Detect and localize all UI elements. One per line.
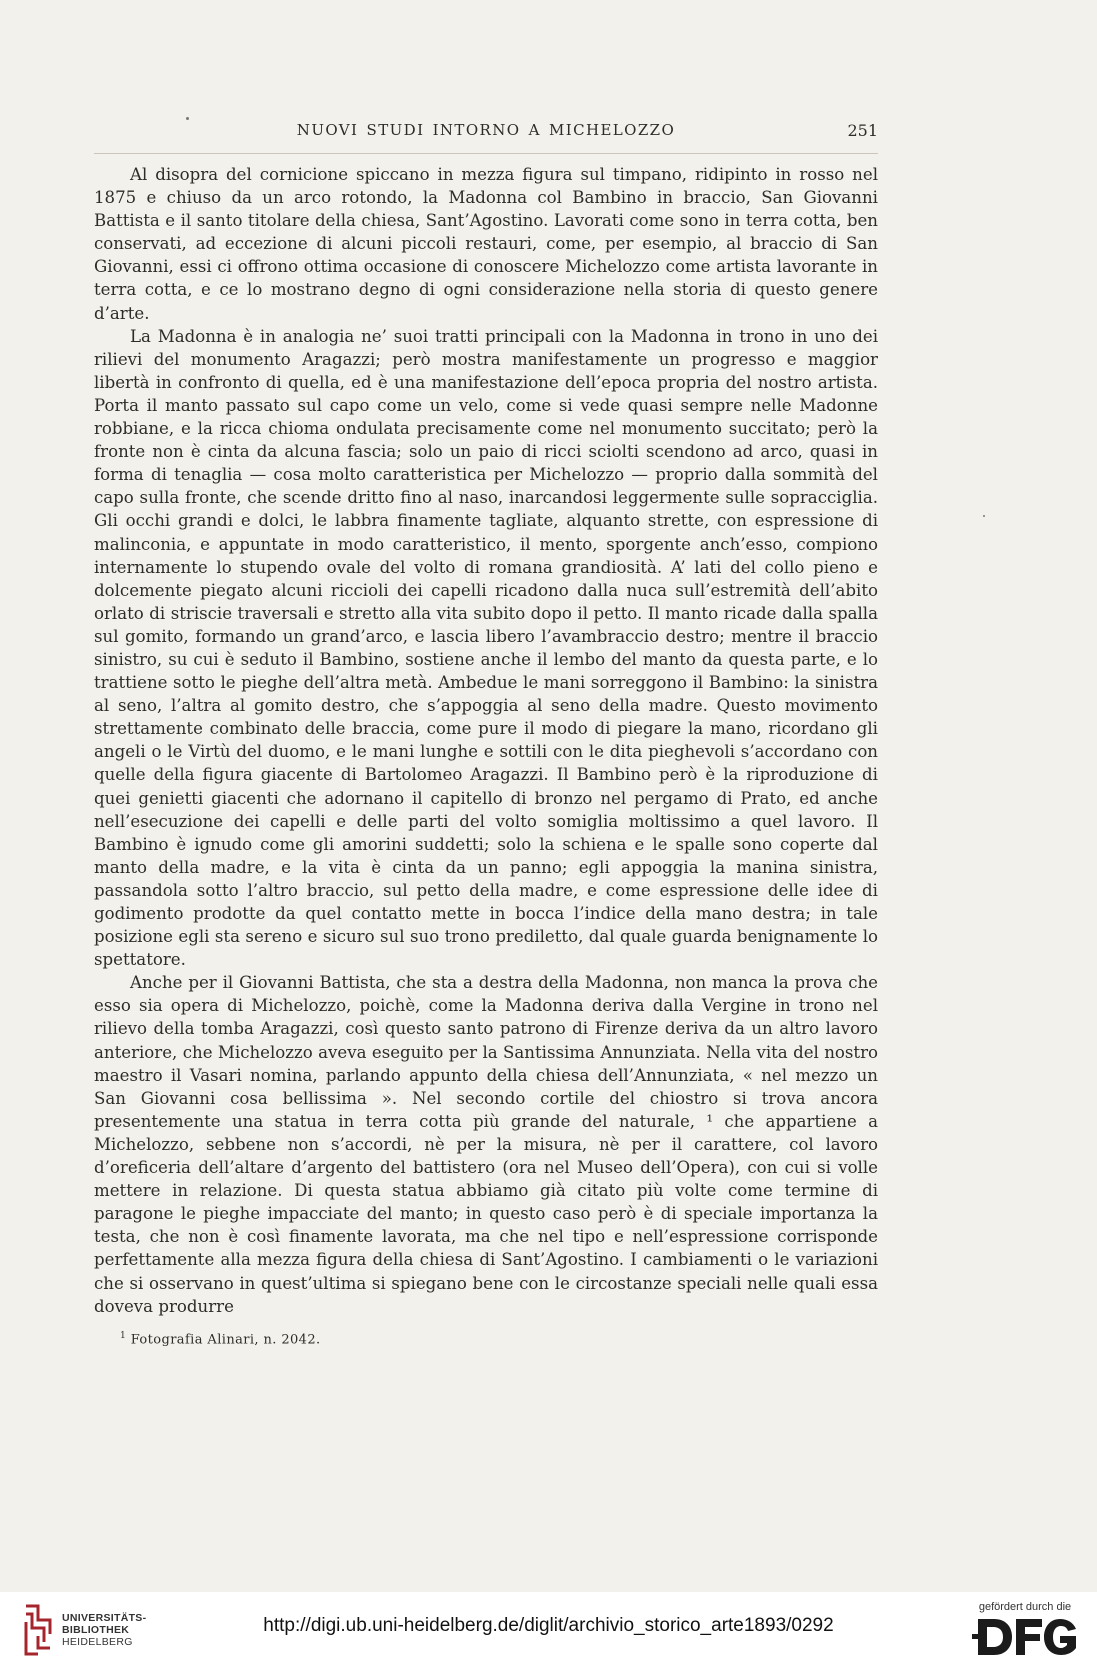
header-rule [94, 153, 878, 154]
paragraph: Al disopra del cornicione spiccano in mezza figura sul timpano, ridipinto in rosso nel 1875 e chiuso da un arco rotondo, la Madonna col Bambino in braccio, San Giovanni Battista e il santo titolare della chiesa, Sant’Agostino. Lavorati come sono in terra cotta, ben conservati, ad eccezione di alcuni piccoli restauri, come, per esempio, al braccio di San Giovanni, essi ci offrono ottima occasione di conoscere Michelozzo come artista lavorante in terra cotta, e ce lo mostrano degno di ogni considerazione nella storia di questo genere d’arte. [94, 165, 878, 323]
footnote-marker: 1 [120, 1331, 127, 1341]
library-name-line: HEIDELBERG [62, 1636, 133, 1648]
running-head [94, 121, 878, 143]
body-text [94, 163, 878, 1318]
library-name-line: BIBLIOTHEK [62, 1624, 130, 1636]
paragraph: Anche per il Giovanni Battista, che sta a destra della Madonna, non manca la prova che esso sia opera di Michelozzo, poichè, come la Madonna deriva dalla Vergine in trono nel rilievo della tomba Aragazzi, così questo santo patrono di Firenze deriva da un altro lavoro anteriore, che Michelozzo aveva eseguito per la Santissima Annunziata. Nella vita del nostro maestro il Vasari nomina, parlando appunto della chiesa dell’Annunziata, « nel mezzo un San Giovanni cosa bellissima ». Nel secondo cortile del chiostro si trova ancora presentemente una statua in terra cotta più grande del naturale, ¹ che appartiene a Michelozzo, sebbene non s’accordi, nè per la misura, nè per il carattere, col lavoro d’oreficeria dell’altare d’argento del battistero (ora nel Museo dell’Opera), con cui si volle mettere in relazione. Di questa statua abbiamo già citato più volte come termine di paragone le pieghe impacciate del manto; in questo caso però è di speciale importanza la testa, che non è così finamente lavorata, ma che nel tipo e nell’espressione corrisponde perfettamente alla mezza figura della chiesa di Sant’Agostino. I cambiamenti o le variazioni che si osservano in quest’ultima si spiegano bene con le circostanze speciali nelle quali essa doveva produrre [94, 973, 878, 1316]
footnote [120, 1331, 321, 1347]
scan-speck [186, 117, 189, 120]
dfg-logo-icon [972, 1617, 1078, 1657]
running-head-title: NUOVI STUDI INTORNO A MICHELOZZO [296, 121, 676, 139]
funder-caption: gefördert durch die [978, 1601, 1072, 1613]
page-number: 251 [847, 121, 878, 140]
scan-speck [983, 515, 985, 517]
funder [967, 1601, 1083, 1662]
footer-banner [0, 1592, 1097, 1670]
paragraph: La Madonna è in analogia ne’ suoi tratti principali con la Madonna in trono in uno dei rilievi del monumento Aragazzi; però mostra manifestamente un progresso e maggior libertà in confronto di quella, ed è una manifestazione dell’epoca propria del nostro artista. Porta il manto passato sul capo come un velo, come si vede quasi sempre nelle Madonne robbiane, e la ricca chioma ondulata precisamente come nel monumento succitato; però la fronte non è cinta da alcuna fascia; solo un paio di ricci sciolti scendono ad arco, quasi in forma di tenaglia — cosa molto caratteristica per Michelozzo — proprio dalla sommità del capo sulla fronte, che scende dritto fino al naso, inarcandosi leggermente sulle sopracciglia. Gli occhi grandi e dolci, le labbra finamente tagliate, alquanto strette, con espressione di malinconia, e appuntate in modo caratteristico, il mento, sporgente anch’esso, compiono internamente lo stupendo ovale del volto di romana grandiosità. A’ lati del collo pieno e dolcemente piegato alcuni riccioli dei capelli ricadono dalla nuca sull’estremità dell’abito orlato di striscie traversali e stretto alla vita subito dopo il petto. Il manto ricade dalla spalla sul gomito, formando un grand’arco, e lascia libero l’avambraccio destro; mentre il braccio sinistro, su cui è seduto il Bambino, sostiene anche il lembo del manto da questa parte, e lo trattiene sotto le pieghe dell’altra metà. Ambedue le mani sorreggono il Bambino: la sinistra al seno, l’altra al gomito destro, che s’appoggia al seno della madre. Questo movimento strettamente combinato delle braccia, come pure il modo di piegare la mano, ricordano gli angeli o le Virtù del duomo, e le mani lunghe e sottili con le dita pieghevoli s’accordano con quelle della figura giacente di Bartolomeo Aragazzi. Il Bambino però è la riproduzione di quei genietti giacenti che adornano il capitello di bronzo nel pergamo di Prato, ed anche nell’esecuzione dei capelli e delle parti del volto somiglia moltissimo a quel lavoro. Il Bambino è ignudo come gli amorini suddetti; solo la schiena e le spalle sono coperte dal manto della madre, e la vita è cinta da un panno; egli appoggia la manina sinistra, passandola sotto l’altro braccio, sul petto della madre, e come espressione delle idee di godimento prodotte da quel contatto mette in bocca l’indice della mano destra; in tale posizione egli sta sereno e sicuro sul suo trono prediletto, dal quale guarda benignamente lo spettatore. [94, 326, 878, 970]
library-name-line: UNIVERSITÄTS- [62, 1612, 147, 1624]
footnote-text: Fotografia Alinari, n. 2042. [130, 1332, 321, 1348]
permalink-url[interactable]: http://digi.ub.uni-heidelberg.de/diglit/archivio_storico_arte1893/0292 [263, 1615, 834, 1636]
